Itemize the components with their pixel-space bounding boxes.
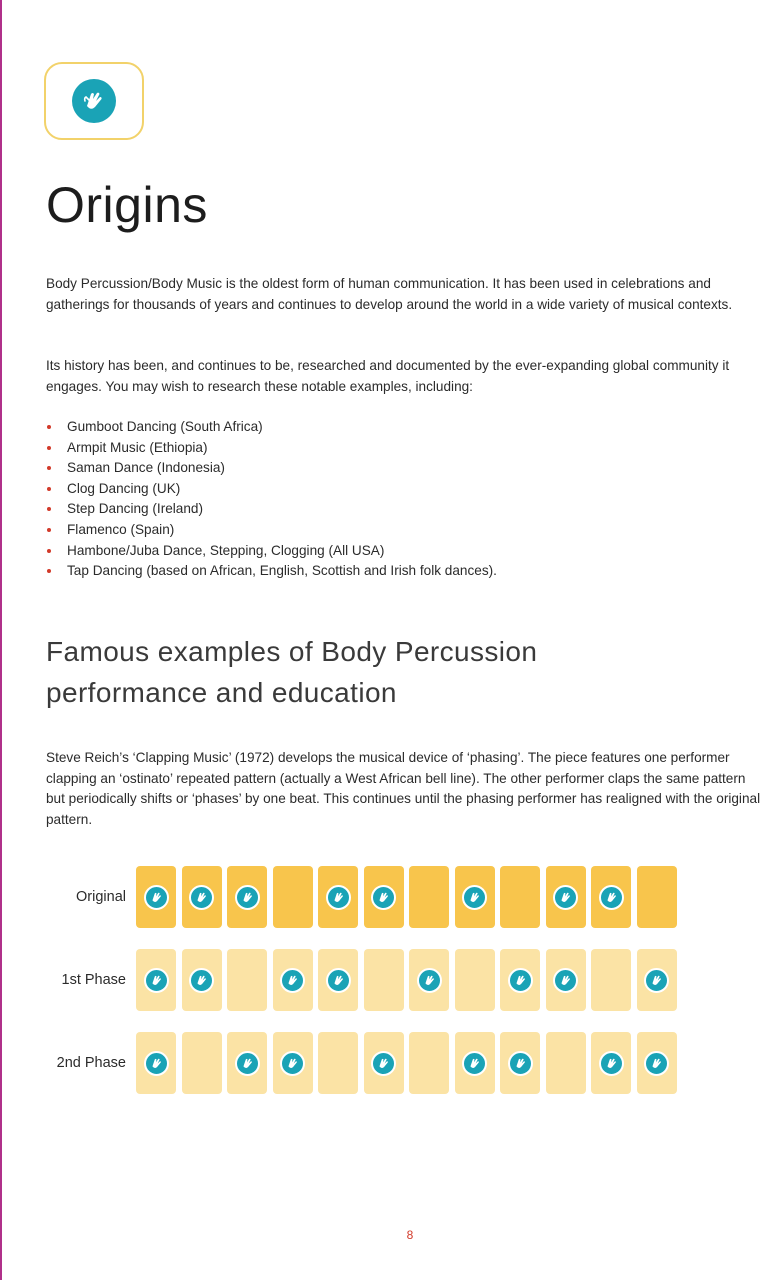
list-item-text: Clog Dancing (UK): [67, 480, 181, 496]
beat-cell-clap: [136, 949, 176, 1011]
beat-cell-rest: [500, 866, 540, 928]
row-label: 1st Phase: [61, 972, 126, 988]
list-item-text: Saman Dance (Indonesia): [67, 460, 225, 476]
beat-cell-clap: [500, 949, 540, 1011]
bullet-icon: [47, 466, 51, 470]
beat-cell-clap: [637, 1032, 677, 1094]
beat-cell-rest: [409, 866, 449, 928]
clapping-hands-icon: [462, 885, 487, 910]
clapping-hands-icon: [644, 968, 669, 993]
beat-cell-clap: [591, 1032, 631, 1094]
clapping-hands-icon: [144, 1051, 169, 1076]
beat-cell-rest: [591, 949, 631, 1011]
pattern-row-1st-phase: [0, 949, 760, 1011]
clapping-hands-icon: [553, 885, 578, 910]
beat-cell-clap: [136, 1032, 176, 1094]
beat-cell-clap: [591, 866, 631, 928]
pattern-row-original: [0, 866, 760, 928]
beat-cell-rest: [455, 949, 495, 1011]
clapping-hands-icon: [326, 968, 351, 993]
clapping-hands-icon: [371, 885, 396, 910]
bullet-icon: [47, 507, 51, 511]
beat-cell-clap: [455, 1032, 495, 1094]
beat-cell-clap: [409, 949, 449, 1011]
list-item-text: Armpit Music (Ethiopia): [67, 439, 208, 455]
beat-cell-clap: [273, 1032, 313, 1094]
bullet-icon: [47, 569, 51, 573]
section-subtitle: Famous examples of Body Percussion performance and education: [46, 636, 538, 708]
beat-cell-clap: [227, 1032, 267, 1094]
beat-cell-rest: [273, 866, 313, 928]
intro-paragraph-1: Body Percussion/Body Music is the oldest form of human communication. It has been used in celebrations and gatherings for thousands of years and continues to develop around the world in a wide variety of musical contexts.: [46, 276, 733, 312]
beat-cell-clap: [546, 866, 586, 928]
clapping-hands-icon: [326, 885, 351, 910]
list-item: [46, 541, 497, 562]
list-item: [46, 458, 497, 479]
list-item: [46, 499, 497, 520]
page-title: Origins: [46, 177, 208, 233]
beat-cell-rest: [227, 949, 267, 1011]
page-number: 8: [406, 1228, 414, 1242]
clapping-hands-icon: [508, 968, 533, 993]
bullet-icon: [47, 528, 51, 532]
beat-cell-clap: [273, 949, 313, 1011]
clapping-hands-icon: [235, 885, 260, 910]
clapping-hands-icon: [644, 1051, 669, 1076]
beat-cell-clap: [364, 866, 404, 928]
list-item: [46, 520, 497, 541]
beat-cell-clap: [318, 866, 358, 928]
clapping-hands-icon: [144, 885, 169, 910]
beat-cell-rest: [182, 1032, 222, 1094]
bullet-icon: [47, 549, 51, 553]
section-icon-badge: [44, 62, 144, 140]
beat-cell-clap: [546, 949, 586, 1011]
beat-cell-clap: [455, 866, 495, 928]
beat-cell-rest: [546, 1032, 586, 1094]
intro-paragraph-2: Its history has been, and continues to be, researched and documented by the ever-expanding global community it engages. You may wish to research these notable examples, including:: [46, 358, 730, 394]
beat-cell-clap: [500, 1032, 540, 1094]
beat-cell-rest: [364, 949, 404, 1011]
beat-cell-rest: [409, 1032, 449, 1094]
list-item-text: Gumboot Dancing (South Africa): [67, 419, 263, 434]
clapping-hands-icon: [417, 968, 442, 993]
bullet-icon: [47, 425, 51, 429]
list-item-text: Flamenco (Spain): [67, 521, 175, 537]
list-item-text: Tap Dancing (based on African, English, Scottish and Irish folk dances).: [67, 563, 497, 579]
beat-cell-clap: [136, 866, 176, 928]
list-item-text: Hambone/Juba Dance, Stepping, Clogging (All USA): [67, 542, 385, 558]
examples-list: [46, 417, 497, 582]
beat-cell-clap: [364, 1032, 404, 1094]
clapping-hands-icon: [553, 968, 578, 993]
row-label: Original: [76, 889, 126, 905]
beat-cell-clap: [637, 949, 677, 1011]
beat-cell-clap: [182, 949, 222, 1011]
clapping-hands-icon: [189, 968, 214, 993]
clapping-hands-icon: [144, 968, 169, 993]
reich-paragraph: Steve Reich’s ‘Clapping Music’ (1972) develops the musical device of ‘phasing’. The piece features one performer clapping an ‘ostinato’ repeated pattern (actually a West African bell line). The other performer claps the same pattern but periodically shifts or ‘phases’ by one beat. This continues until the phasing performer has realigned with the original pattern.: [46, 750, 760, 827]
beat-cell-clap: [227, 866, 267, 928]
list-item: [46, 561, 497, 582]
list-item: [46, 417, 497, 438]
list-item: [46, 438, 497, 459]
clapping-hands-icon: [72, 79, 116, 123]
beat-cell-rest: [637, 866, 677, 928]
clapping-hands-icon: [280, 1051, 305, 1076]
clapping-hands-icon: [508, 1051, 533, 1076]
bullet-icon: [47, 446, 51, 450]
beat-cell-clap: [182, 866, 222, 928]
bullet-icon: [47, 487, 51, 491]
list-item-text: Step Dancing (Ireland): [67, 501, 204, 517]
clapping-hands-icon: [599, 1051, 624, 1076]
row-label: 2nd Phase: [56, 1055, 126, 1071]
clapping-hands-icon: [462, 1051, 487, 1076]
pattern-row-2nd-phase: [0, 1032, 760, 1094]
beat-cell-rest: [318, 1032, 358, 1094]
clapping-hands-icon: [235, 1051, 260, 1076]
list-item: [46, 479, 497, 500]
clapping-hands-icon: [189, 885, 214, 910]
clapping-hands-icon: [280, 968, 305, 993]
clapping-hands-icon: [371, 1051, 396, 1076]
beat-cell-clap: [318, 949, 358, 1011]
clapping-hands-icon: [599, 885, 624, 910]
